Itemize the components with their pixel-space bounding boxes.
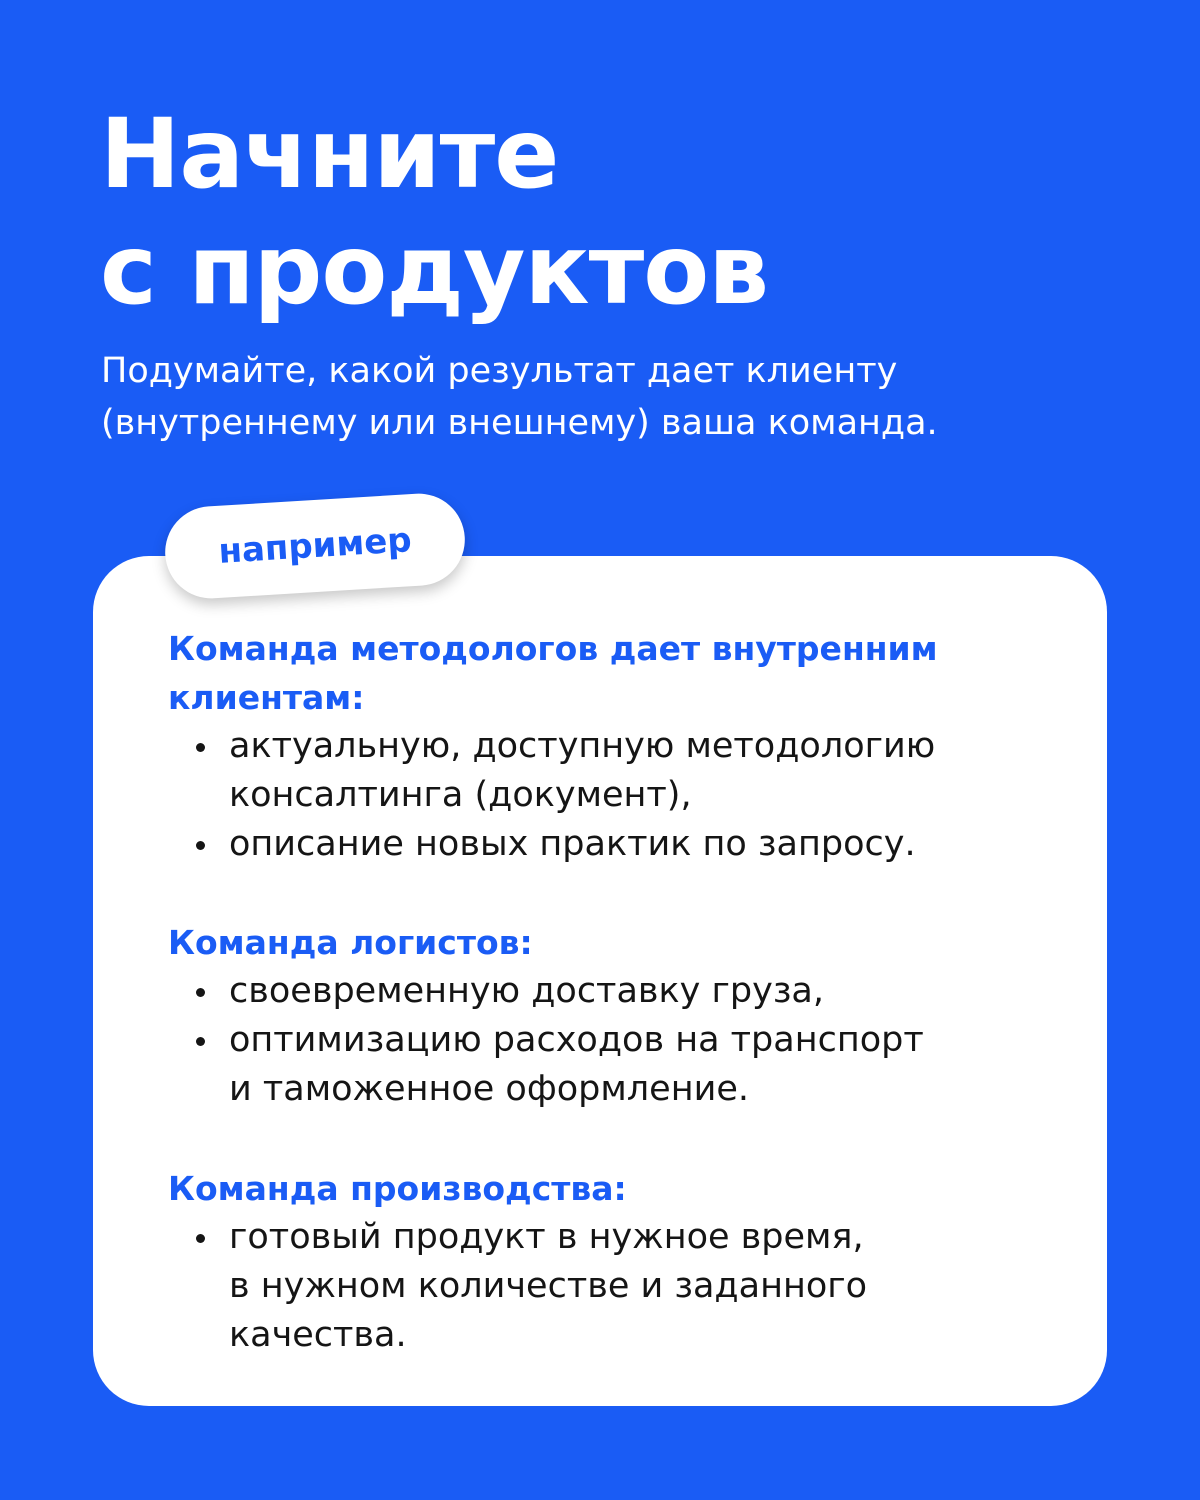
section-heading-line: Команда методологов дает внутренним	[168, 629, 938, 668]
list-item-line: консалтинга (документ),	[229, 775, 692, 815]
bullet-icon	[196, 1234, 205, 1243]
example-tag-label: например	[217, 520, 413, 572]
bullet-list	[168, 722, 1068, 869]
page-title	[100, 96, 768, 328]
bullet-icon	[196, 841, 205, 850]
list-item	[168, 1213, 1068, 1360]
bullet-list	[168, 967, 1068, 1114]
page-subtitle-line: Подумайте, какой результат дает клиенту	[101, 351, 898, 391]
list-item-line: и таможенное оформление.	[229, 1069, 749, 1109]
list-item-line: своевременную доставку груза,	[229, 971, 824, 1011]
list-item	[168, 1016, 1068, 1114]
page-subtitle	[101, 345, 938, 449]
section-heading	[168, 918, 1068, 967]
section-heading-line: Команда логистов:	[168, 923, 533, 962]
list-item-line: готовый продукт в нужное время,	[229, 1217, 864, 1257]
list-item-line: описание новых практик по запросу.	[229, 824, 916, 864]
section-production	[168, 1164, 1068, 1360]
section-heading	[168, 1164, 1068, 1213]
list-item	[168, 820, 1068, 869]
list-item-line: оптимизацию расходов на транспорт	[229, 1020, 924, 1060]
section-heading-line: клиентам:	[168, 678, 365, 717]
bullet-icon	[196, 988, 205, 997]
list-item-line: актуальную, доступную методологию	[229, 726, 936, 766]
section-heading	[168, 624, 1068, 722]
list-item	[168, 967, 1068, 1016]
list-item-line: качества.	[229, 1315, 407, 1355]
section-methodologists	[168, 624, 1068, 869]
list-item	[168, 722, 1068, 820]
page-title-line: Начните	[100, 98, 559, 210]
list-item-line: в нужном количестве и заданного	[229, 1266, 868, 1306]
bullet-list	[168, 1213, 1068, 1360]
page-subtitle-line: (внутреннему или внешнему) ваша команда.	[101, 403, 938, 443]
example-tag	[162, 491, 467, 601]
page-title-line: с продуктов	[100, 214, 768, 326]
section-logistics	[168, 918, 1068, 1114]
examples-card	[93, 556, 1107, 1406]
bullet-icon	[196, 743, 205, 752]
bullet-icon	[196, 1037, 205, 1046]
section-heading-line: Команда производства:	[168, 1169, 627, 1208]
